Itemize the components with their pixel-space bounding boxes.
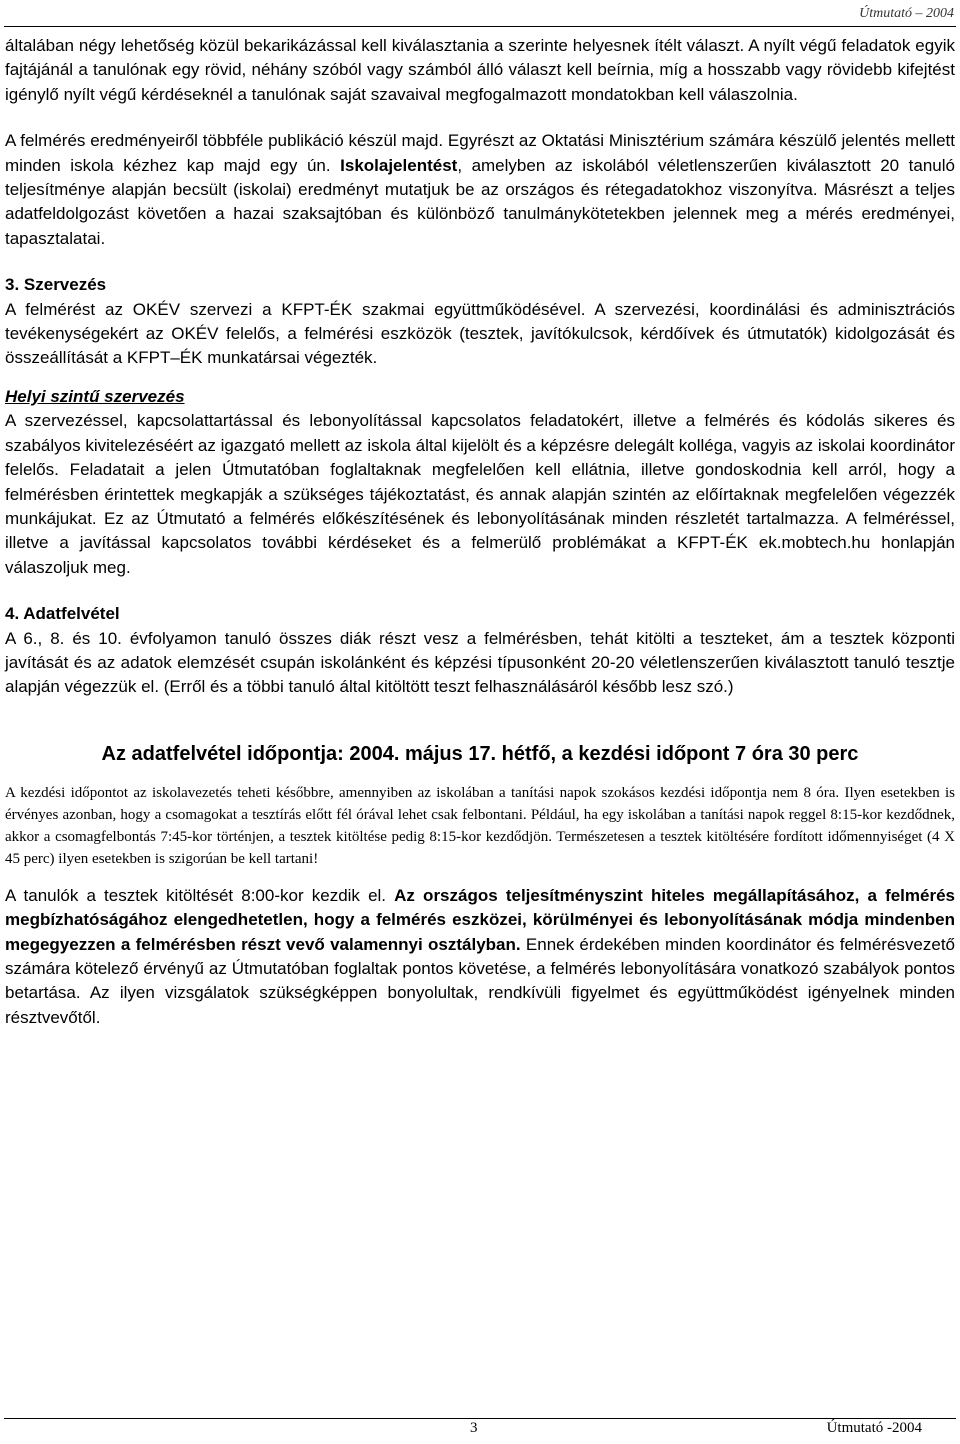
iskolajelentes-term: Iskolajelentést bbox=[340, 155, 458, 175]
paragraph-test-start-text-b: Ennek érdekében minden koordinátor és felmérésvezető számára kötelező érvényű az Útmutatóban foglaltak pontos követése, a felmérés lebonyolítására vonatkozó szabályok pontos betartása. Az ilyen vizsgálatok szükségképpen bonyolultak, rendkívüli figyelmet és együttműködést igényelnek minden résztvevőtől. bbox=[5, 934, 955, 1027]
paragraph-local-organization: A szervezéssel, kapcsolattartással és lebonyolítással kapcsolatos feladatokért, illetve a felmérés és kódolás sikeres és szabályos kivitelezéséért az igazgató mellett az iskola által kijelölt és a képzésre delegált kollégа, vagyis az iskolai koordinátor felelős. Feladatait a jelen Útmutatóban foglaltaknak megfelelően kell ellátnia, illetve gondoskodnia kell arról, hogy a felmérésben érintettek megkapják a szükséges tájékoztatást, és annak alapján szintén az előírtaknak megfelelően végezzék munkájukat. Ez az Útmutató a felmérés előkészítésének és lebonyolításának minden részletét tartalmazza. A felméréssel, illetve a javítással kapcsolatos további kérdéseket és a felmerülő problémákat a KFPT-ÉK ek.mobtech.hu honlapján válaszoljuk meg. bbox=[5, 411, 955, 577]
local-organization-heading: Helyi szintű szervezés bbox=[5, 386, 185, 406]
date-announcement: Az adatfelvétel időpontja: 2004. május 17. hétfő, a kezdési időpont 7 óra 30 perc bbox=[101, 742, 859, 765]
page-number: 3 bbox=[470, 1420, 478, 1436]
section-4-heading: 4. Adatfelvétel bbox=[5, 604, 120, 624]
paragraph-publications bbox=[5, 129, 955, 251]
paragraph-publications-text-a: A felmérés eredményeiről többféle publikáció készül majd. Egyrészt az Oktatási Minisztérium számára készülő jelentés mellett minden iskola kézhez kap majd egy ún. bbox=[5, 131, 955, 175]
footer-rule bbox=[4, 1418, 956, 1419]
start-time-note: A kezdési időpontot az iskolavezetés teheti későbbre, amennyiben az iskolában a tanítási napok szokásos kezdési időpontja nem 8 óra. Ilyen esetekben is érvényes azonban, hogy a csomagokat a tesztírás előtt fél órával lehet csak felbontani. Például, ha egy iskolában a tanítási napok reggel 8:15-kor kezdődnek, akkor a csomagfelbontás 7:45-kor történjen, a tesztek kitöltése pedig 8:15-kor kezdődjön. Természetesen a tesztek kitöltésére fordított időmennyiséget (4 X 45 perc) ilyen esetekben is szigorúan be kell tartani! bbox=[5, 784, 955, 867]
section-3-heading: 3. Szervezés bbox=[5, 275, 107, 295]
uniformity-requirement: Az országos teljesítményszint hiteles megállapításához, a felmérés megbízhatóságához elengedhetetlen, hogy a felmérés eszközei, körülményei és lebonyolításának módja mindenben megegyezzen a felmérésben részt vevő valamennyi osztályban. bbox=[5, 885, 956, 954]
header-rule bbox=[4, 26, 956, 27]
paragraph-intro: általában négy lehetőség közül bekarikázással kell kiválasztania a szerinte helyesnek ítélt választ. A nyílt végű feladatok egyik fajtájánál a tanulónak egy rövid, néhány szóból vagy számból álló választ kell beírnia, míg a hosszabb vagy rövidebb kifejtést igénylő nyílt végű kérdéseknél a tanulónak saját szavaival megfogalmazott mondatokban kell válaszolnia. bbox=[5, 36, 955, 104]
body-content bbox=[5, 34, 955, 1030]
paragraph-data-collection: A 6., 8. és 10. évfolyamon tanuló összes diák részt vesz a felmérésben, tehát kitölti a teszteket, ám a tesztek központi javítását és az adatok elemzését csupán iskolánként és képzési típusonként 20-20 véletlenszerűen kiválasztott tanuló tesztje alapján végezzük el. (Erről és a többi tanuló által kitöltött teszt felhasználásáról később lesz szó.) bbox=[5, 628, 955, 697]
running-header: Útmutató – 2004 bbox=[859, 6, 954, 21]
footer-label: Útmutató -2004 bbox=[826, 1420, 922, 1436]
paragraph-test-start bbox=[5, 884, 955, 1030]
paragraph-test-start-text-a: A tanulók a tesztek kitöltését 8:00-kor kezdik el. bbox=[5, 885, 395, 905]
paragraph-publications-text-b: , amelyben az iskolából véletlenszerűen kiválasztott 20 tanuló teljesítménye alapján becsült (iskolai) eredményt mutatjuk be az országos és rétegadatokhoz viszonyítva. Másrészt a teljes adatfeldolgozást követően a hazai szaksajtóban és különböző tanulmánykötetekben jelennek meg a mérés eredményei, tapasztalatai. bbox=[5, 155, 955, 248]
paragraph-organization: A felmérést az OKÉV szervezi a KFPT-ÉK szakmai együttműködésével. A szervezési, koordinálási és adminisztrációs tevékenységekért az OKÉV felelős, a felmérési eszközök (tesztek, javítókulcsok, kérdőívek és útmutatók) kidolgozását és összeállítását a KFPT–ÉK munkatársai végezték. bbox=[5, 299, 955, 368]
